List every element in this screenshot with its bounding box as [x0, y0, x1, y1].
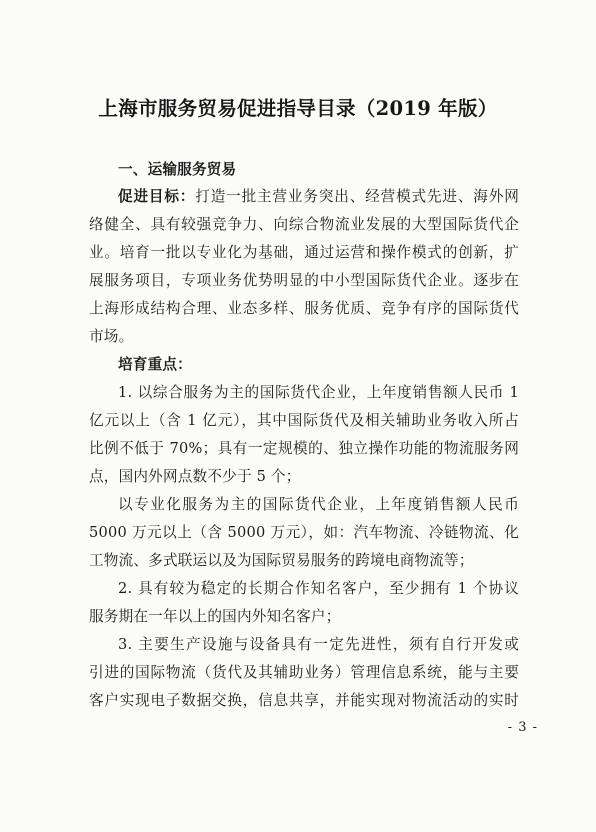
section-heading: 一、运输服务贸易: [118, 161, 237, 178]
paragraph-line: 1. 以综合服务为主的国际货代企业，上年度销售额人民币 1: [118, 384, 519, 401]
paragraph-line: 工物流、多式联运以及为国际贸易服务的跨境电商物流等；: [89, 552, 474, 569]
paragraph-line: 2. 具有较为稳定的长期合作知名客户，至少拥有 1 个协议: [118, 580, 519, 597]
paragraph-line: 络健全、具有较强竞争力、向综合物流业发展的大型国际货代企: [89, 216, 519, 233]
paragraph-line: 亿元以上（含 1 亿元），其中国际货代及相关辅助业务收入所占: [89, 412, 519, 429]
paragraph-line: 服务期在一年以上的国内外知名客户；: [89, 608, 341, 625]
paragraph-line: 市场。: [89, 328, 134, 345]
cultivation-focus-label: 培育重点：: [118, 356, 192, 373]
paragraph-line: 引进的国际物流（货代及其辅助业务）管理信息系统，能与主要: [89, 664, 519, 681]
paragraph-line: 比例不低于 70%；具有一定规模的、独立操作功能的物流服务网: [89, 440, 519, 457]
paragraph-line: 业。培育一批以专业化为基础，通过运营和操作模式的创新，扩: [89, 244, 519, 261]
paragraph-line: 上海形成结构合理、业态多样、服务优质、竞争有序的国际货代: [89, 300, 519, 317]
page-number: - 3 -: [507, 720, 538, 735]
paragraph-line: 打造一批主营业务突出、经营模式先进、海外网: [195, 188, 519, 205]
paragraph-line: 以专业化服务为主的国际货代企业，上年度销售额人民币: [118, 496, 519, 513]
promotion-goal-label: 促进目标：: [118, 188, 196, 205]
page-title: 上海市服务贸易促进指导目录（2019 年版）: [98, 97, 498, 120]
paragraph-line: 点，国内外网点数不少于 5 个；: [89, 468, 301, 485]
promotion-goal-line-1: [118, 187, 519, 207]
paragraph-line: 展服务项目，专项业务优势明显的中小型国际货代企业。逐步在: [89, 272, 519, 289]
paragraph-line: 5000 万元以上（含 5000 万元），如：汽车物流、冷链物流、化: [89, 524, 519, 541]
paragraph-line: 3. 主要生产设施与设备具有一定先进性，须有自行开发或: [118, 636, 519, 653]
paragraph-line: 客户实现电子数据交换，信息共享，并能实现对物流活动的实时: [89, 692, 519, 709]
